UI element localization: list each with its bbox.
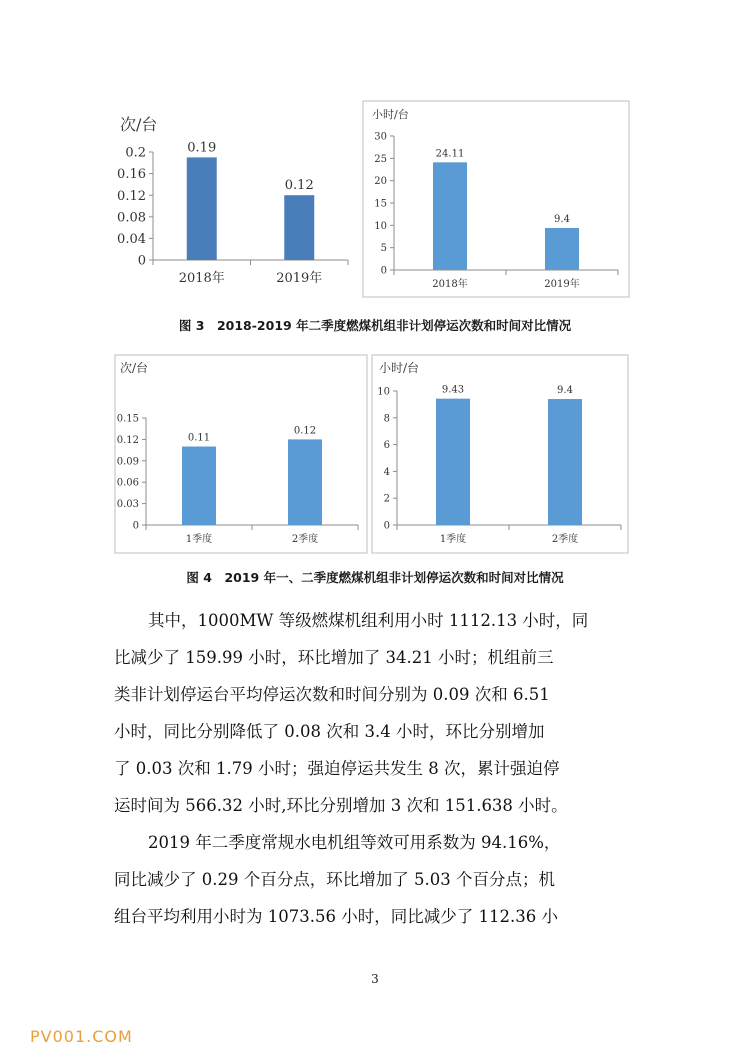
chart-2018-2019-outage-count <box>108 100 358 300</box>
data-label: 0.12 <box>284 178 314 194</box>
paragraph-hydro-units <box>114 824 637 935</box>
y-tick-label: 2 <box>383 493 390 505</box>
bar <box>187 157 217 260</box>
y-tick-label: 0.06 <box>116 477 139 489</box>
text-line: 组台平均利用小时为 1073.56 小时，同比减少了 112.36 小 <box>114 907 558 926</box>
chart-q1-q2-outage-count <box>114 354 368 554</box>
bar <box>436 399 470 525</box>
y-tick-label: 30 <box>374 131 387 143</box>
y-tick-label: 10 <box>377 386 390 398</box>
unit-label: 小时/台 <box>372 108 409 121</box>
bar <box>548 399 582 525</box>
text-line: 同比减少了 0.29 个百分点，环比增加了 5.03 个百分点；机 <box>114 870 555 889</box>
y-tick-label: 0 <box>137 253 146 269</box>
y-tick-label: 0.15 <box>116 413 139 425</box>
y-tick-label: 0.08 <box>117 210 146 226</box>
y-tick-label: 15 <box>374 198 387 210</box>
y-tick-label: 25 <box>374 153 387 165</box>
y-tick-label: 0.09 <box>116 456 139 468</box>
data-label: 9.4 <box>554 214 570 226</box>
text-line: 类非计划停运台平均停运次数和时间分别为 0.09 次和 6.51 <box>114 685 550 704</box>
y-tick-label: 0.12 <box>117 188 146 204</box>
category-label: 1季度 <box>439 534 467 545</box>
y-tick-label: 4 <box>383 466 390 478</box>
paragraph-1000mw-units <box>114 602 637 824</box>
y-tick-label: 5 <box>380 243 387 255</box>
figure-3-caption: 图 3 2018-2019 年二季度燃煤机组非计划停运次数和时间对比情况 <box>178 318 572 333</box>
bar <box>545 228 579 270</box>
text-line: 了 0.03 次和 1.79 小时；强迫停运共发生 8 次，累计强迫停 <box>114 759 560 778</box>
y-tick-label: 0 <box>383 520 390 532</box>
data-label: 9.43 <box>441 384 465 396</box>
chart-frame <box>372 355 628 553</box>
y-tick-label: 8 <box>383 413 390 425</box>
data-label: 0.19 <box>187 140 217 156</box>
chart-2018-2019-outage-hours <box>362 100 630 298</box>
y-tick-label: 0.12 <box>116 434 139 446</box>
data-label: 0.12 <box>293 425 317 437</box>
figure-4-caption: 图 4 2019 年一、二季度燃煤机组非计划停运次数和时间对比情况 <box>186 570 564 585</box>
y-tick-label: 0 <box>380 265 387 277</box>
unit-label: 次/台 <box>120 361 149 375</box>
category-label: 2季度 <box>551 534 579 545</box>
page-number: 3 <box>371 972 379 986</box>
text-line: 2019 年二季度常规水电机组等效可用系数为 94.16%， <box>148 833 561 852</box>
bar <box>288 439 322 525</box>
y-tick-label: 10 <box>374 220 387 232</box>
site-watermark: PV001.COM <box>30 1027 133 1046</box>
text-line: 其中，1000MW 等级燃煤机组利用小时 1112.13 小时，同 <box>148 611 589 630</box>
unit-label: 小时/台 <box>379 361 420 375</box>
bar <box>182 447 216 525</box>
data-label: 9.4 <box>557 385 573 397</box>
category-label: 2018年 <box>432 279 468 290</box>
text-line: 小时，同比分别降低了 0.08 次和 3.4 小时，环比分别增加 <box>114 722 545 741</box>
bar <box>433 162 467 270</box>
y-tick-label: 20 <box>374 176 387 188</box>
category-label: 2018年 <box>178 271 225 286</box>
y-tick-label: 6 <box>383 440 390 452</box>
chart-q1-q2-outage-hours <box>371 354 629 554</box>
unit-label: 次/台 <box>120 115 158 134</box>
category-label: 2019年 <box>276 271 323 286</box>
y-tick-label: 0 <box>132 520 139 532</box>
category-label: 2季度 <box>291 534 319 545</box>
text-line: 运时间为 566.32 小时,环比分别增加 3 次和 151.638 小时。 <box>114 796 568 815</box>
chart-frame <box>363 101 629 297</box>
y-tick-label: 0.2 <box>125 145 146 161</box>
text-line: 比减少了 159.99 小时，环比增加了 34.21 小时；机组前三 <box>114 648 554 667</box>
data-label: 0.11 <box>187 432 211 444</box>
y-tick-label: 0.03 <box>116 499 139 511</box>
category-label: 1季度 <box>185 534 213 545</box>
y-tick-label: 0.16 <box>117 167 146 183</box>
category-label: 2019年 <box>544 279 580 290</box>
bar <box>284 195 314 260</box>
chart-frame <box>115 355 367 553</box>
y-tick-label: 0.04 <box>117 231 146 247</box>
data-label: 24.11 <box>435 148 465 160</box>
